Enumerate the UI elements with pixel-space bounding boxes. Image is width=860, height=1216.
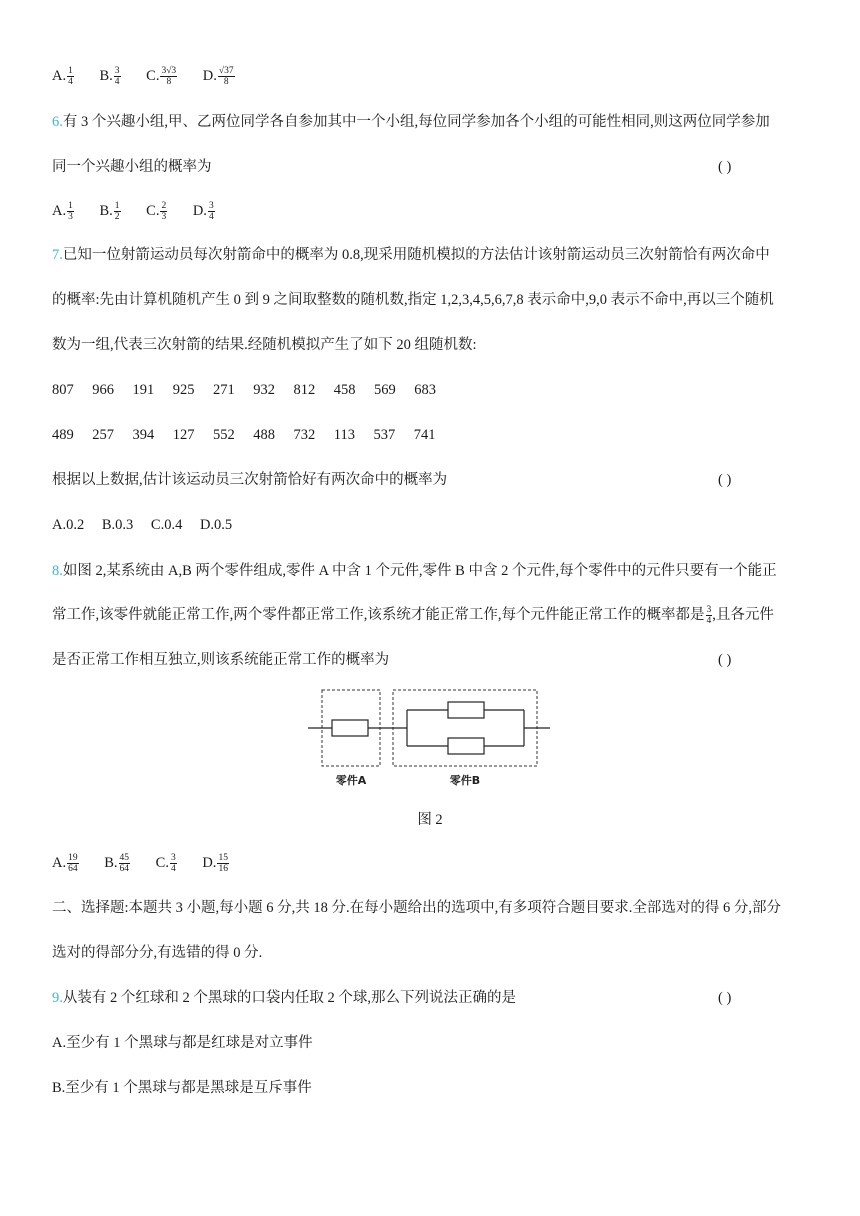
q9-option-b: B.至少有 1 个黑球与都是黑球是互斥事件	[52, 1080, 312, 1096]
q8-line2: 常工作,该零件就能正常工作,两个零件都正常工作,该系统才能正常工作,每个元件能正常工作的概率都是 $\frac{3}{4}$ ,且各元件	[52, 605, 774, 627]
answer-paren: ( )	[718, 652, 732, 668]
answer-paren: ( )	[718, 159, 732, 175]
option-c: C. $\frac{3}{4}$	[155, 853, 176, 875]
answer-paren: ( )	[718, 472, 732, 488]
option-c: C. $\frac{3√3}{8}$	[146, 66, 177, 88]
section2-line1: 二、选择题:本题共 3 小题,每小题 6 分,共 18 分.在每小题给出的选项中,有多项符合题目要求.全部选对的得 6 分,部分	[52, 900, 782, 916]
q5-options	[52, 66, 810, 87]
option-d: D. $\frac{15}{16}$	[202, 853, 228, 875]
circuit-figure	[300, 684, 560, 794]
q7-line1: 7.已知一位射箭运动员每次射箭命中的概率为 0.8,现采用随机模拟的方法估计该射箭运动员三次射箭恰有两次命中	[52, 247, 770, 263]
q7-options	[52, 515, 810, 535]
q8-options	[52, 853, 810, 874]
q8-line3: 是否正常工作相互独立,则该系统能正常工作的概率为 ( )	[52, 650, 810, 670]
component-b1	[448, 702, 484, 718]
option-a: A.0.2	[52, 517, 85, 533]
random-numbers-row1: 807 966 191 925 271 932 812 458 569 683	[52, 382, 436, 398]
option-a: A. $\frac{1}{4}$	[52, 66, 73, 88]
q7-line4: 根据以上数据,估计该运动员三次射箭恰好有两次命中的概率为 ( )	[52, 470, 810, 490]
q6-options	[52, 201, 810, 222]
q9-option-a: A.至少有 1 个黑球与都是红球是对立事件	[52, 1035, 313, 1051]
option-b: B. $\frac{1}{2}$	[99, 201, 120, 223]
section2-line2: 选对的得部分分,有选错的得 0 分.	[52, 945, 263, 961]
option-c: C. $\frac{2}{3}$	[146, 201, 167, 223]
q6-line2: 同一个兴趣小组的概率为 ( )	[52, 157, 810, 177]
option-b: B. $\frac{3}{4}$	[99, 66, 120, 88]
option-d: D. $\frac{3}{4}$	[192, 201, 214, 223]
figure-caption: 图 2	[417, 812, 443, 828]
q6-line1: 6.有 3 个兴趣小组,甲、乙两位同学各自参加其中一个小组,每位同学参加各个小组的可能性相同,则这两位同学参加	[52, 114, 770, 130]
option-b: B.0.3	[101, 517, 134, 533]
q7-line2: 的概率:先由计算机随机产生 0 到 9 之间取整数的随机数,指定 1,2,3,4,5,6,7,8 表示命中,9,0 表示不命中,再以三个随机	[52, 292, 774, 308]
q8-line1: 8.如图 2,某系统由 A,B 两个零件组成,零件 A 中含 1 个元件,零件 B 中含 2 个元件,每个零件中的元件只要有一个能正	[52, 563, 777, 579]
q9-line1: 9.从装有 2 个红球和 2 个黑球的口袋内任取 2 个球,那么下列说法正确的是 ( )	[52, 988, 810, 1008]
option-c: C.0.4	[150, 517, 183, 533]
option-d: D.0.5	[199, 517, 233, 533]
label-part-a: 零件A	[335, 774, 367, 787]
component-a	[332, 720, 368, 736]
random-numbers-row2: 489 257 394 127 552 488 732 113 537 741	[52, 427, 436, 443]
option-b: B. $\frac{45}{64}$	[104, 853, 130, 875]
option-a: A. $\frac{1}{3}$	[52, 201, 73, 223]
option-d: D. $\frac{√37}{8}$	[202, 66, 234, 88]
option-a: A. $\frac{19}{64}$	[52, 853, 78, 875]
label-part-b: 零件B	[449, 774, 481, 787]
q7-line3: 数为一组,代表三次射箭的结果.经随机模拟产生了如下 20 组随机数:	[52, 337, 477, 353]
answer-paren: ( )	[718, 990, 732, 1006]
component-b2	[448, 738, 484, 754]
